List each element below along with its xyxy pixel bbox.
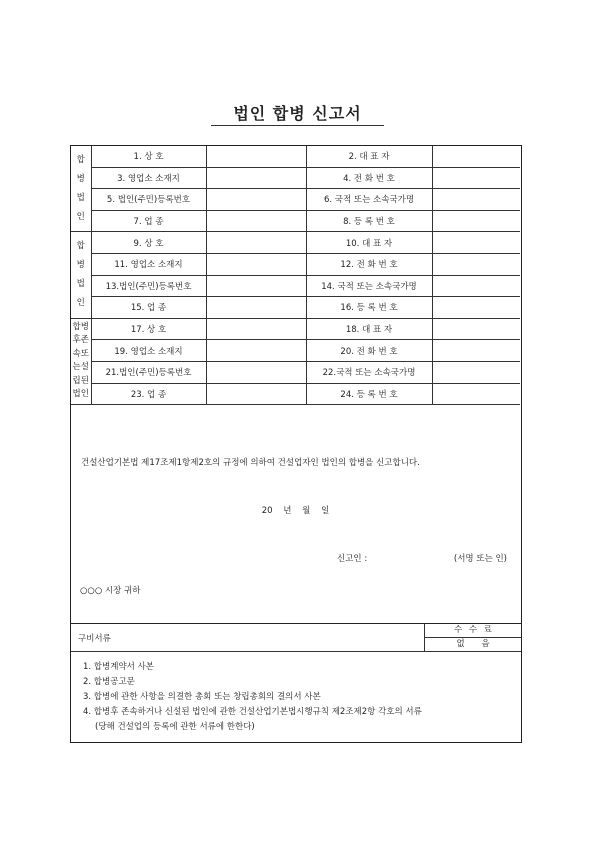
side-label-char: 합 — [76, 154, 85, 165]
section-side-label — [71, 232, 91, 318]
docs-item: 4. 합병후 존속하거나 신설된 법인에 관한 건설산업기본법시행규칙 제2조제2항 각호의 서류 — [83, 707, 422, 717]
docs-item: 3. 합병에 관한 사항을 의결한 총회 또는 창립총회의 결의서 사본 — [83, 692, 321, 702]
field-value[interactable] — [432, 340, 520, 362]
field-label: 20. 전 화 번 호 — [306, 340, 432, 362]
field-label: 5. 법인(주민)등록번호 — [91, 189, 206, 211]
field-value[interactable] — [206, 210, 306, 232]
field-label: 12. 전 화 번 호 — [306, 253, 432, 275]
side-label-char: 는설 — [72, 362, 89, 373]
fee-header: 수 수 료 — [425, 624, 521, 638]
docs-title: 구비서류 — [78, 634, 111, 644]
docs-item: 1. 합병계약서 사본 — [83, 662, 154, 672]
form-row — [71, 210, 520, 232]
field-value[interactable] — [432, 189, 520, 211]
reporter-label: 신고인 : — [337, 554, 368, 564]
field-value[interactable] — [432, 210, 520, 232]
field-label: 11. 영업소 소재지 — [91, 253, 206, 275]
field-value[interactable] — [432, 361, 520, 383]
form-row — [71, 297, 520, 319]
form-row — [71, 232, 520, 254]
field-label: 14. 국적 또는 소속국가명 — [306, 275, 432, 297]
side-label-char: 속또 — [72, 348, 89, 359]
field-value[interactable] — [432, 275, 520, 297]
field-label: 21.법인(주민)등록번호 — [91, 361, 206, 383]
field-value[interactable] — [206, 318, 306, 340]
field-value[interactable] — [432, 167, 520, 189]
field-label: 8. 등 록 번 호 — [306, 210, 432, 232]
field-label: 23. 업 종 — [91, 383, 206, 405]
field-value[interactable] — [206, 340, 306, 362]
side-label-char: 법 — [76, 192, 85, 203]
field-label: 24. 등 록 번 호 — [306, 383, 432, 405]
side-label-char: 립된 — [72, 375, 89, 386]
field-value[interactable] — [206, 232, 306, 254]
side-label-char: 후존 — [72, 335, 89, 346]
field-value[interactable] — [206, 167, 306, 189]
field-value[interactable] — [432, 146, 520, 167]
section-side-label — [71, 318, 91, 404]
side-label-char: 합병 — [72, 321, 89, 332]
field-value[interactable] — [432, 297, 520, 319]
field-label: 19. 영업소 소재지 — [91, 340, 206, 362]
field-value[interactable] — [206, 361, 306, 383]
form-row — [71, 189, 520, 211]
side-label-char: 병 — [76, 260, 85, 271]
field-label: 10. 대 표 자 — [306, 232, 432, 254]
field-value[interactable] — [432, 232, 520, 254]
fee-value: 없 음 — [456, 639, 490, 649]
form-row — [71, 146, 520, 167]
form-row — [71, 383, 520, 405]
form-row — [71, 275, 520, 297]
field-value[interactable] — [206, 146, 306, 167]
field-value[interactable] — [206, 275, 306, 297]
field-label: 4. 전 화 번 호 — [306, 167, 432, 189]
side-label-char: 병 — [76, 173, 85, 184]
field-label: 15. 업 종 — [91, 297, 206, 319]
field-label: 13.법인(주민)등록번호 — [91, 275, 206, 297]
fee-box — [424, 624, 521, 652]
form-row — [71, 167, 520, 189]
field-value[interactable] — [206, 383, 306, 405]
field-value[interactable] — [432, 383, 520, 405]
signature-note: (서명 또는 인) — [453, 554, 507, 564]
side-label-char: 합 — [76, 241, 85, 252]
field-value[interactable] — [206, 253, 306, 275]
form-row — [71, 361, 520, 383]
side-label-char: 법인 — [72, 389, 89, 400]
page-title: 법인 합병 신고서 — [233, 104, 362, 123]
addressee: ○○○ 시장 귀하 — [80, 586, 141, 596]
field-label: 17. 상 호 — [91, 318, 206, 340]
side-label-char: 인 — [76, 211, 85, 222]
field-value[interactable] — [206, 297, 306, 319]
field-label: 6. 국적 또는 소속국가명 — [306, 189, 432, 211]
field-value[interactable] — [206, 189, 306, 211]
field-label: 22.국적 또는 소속국가명 — [306, 361, 432, 383]
side-label-char: 인 — [76, 298, 85, 309]
field-label: 7. 업 종 — [91, 210, 206, 232]
form-row — [71, 340, 520, 362]
field-label: 18. 대 표 자 — [306, 318, 432, 340]
field-label: 2. 대 표 자 — [306, 146, 432, 167]
field-value[interactable] — [432, 253, 520, 275]
report-form — [70, 145, 522, 624]
docs-divider — [71, 651, 520, 652]
declaration-text: 건설산업기본법 제17조제1항제2호의 규정에 의하여 건설업자인 법인의 합병을 신고합니다. — [81, 458, 420, 468]
field-value[interactable] — [432, 318, 520, 340]
docs-item: (당해 건설업의 등록에 관한 서류에 한한다) — [95, 722, 255, 732]
corporation-info-table — [71, 146, 520, 405]
field-label: 1. 상 호 — [91, 146, 206, 167]
form-row — [71, 318, 520, 340]
report-date: 20 년 월 일 — [261, 506, 330, 516]
required-documents-box — [70, 624, 522, 743]
field-label: 16. 등 록 번 호 — [306, 297, 432, 319]
side-label-char: 법 — [76, 279, 85, 290]
field-label: 3. 영업소 소재지 — [91, 167, 206, 189]
title-underline — [211, 125, 384, 126]
field-label: 9. 상 호 — [91, 232, 206, 254]
section-side-label — [71, 146, 91, 232]
form-row — [71, 253, 520, 275]
docs-item: 2. 합병공고문 — [83, 677, 135, 687]
docs-list — [83, 660, 422, 735]
